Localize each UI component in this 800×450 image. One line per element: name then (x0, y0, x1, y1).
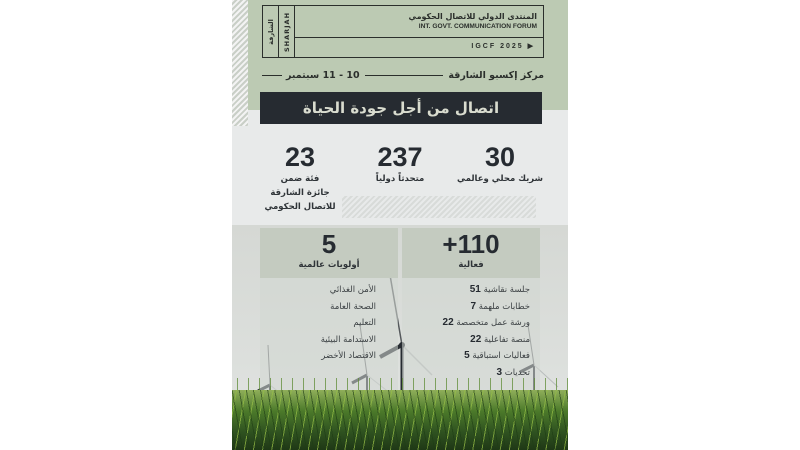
sharjah-arabic: الشارقة (266, 18, 275, 45)
vertical-english-cell (279, 6, 295, 57)
divider-line (365, 75, 444, 76)
infographic-poster (232, 0, 568, 450)
event-dates: 10 - 11 سبتمبر (286, 69, 360, 81)
stat-label-line: فئة ضمن (280, 174, 320, 184)
list-item (434, 282, 530, 299)
sharjah-english: SHARJAH (282, 11, 291, 52)
priorities-list (321, 282, 376, 365)
item-label: منصة تفاعلية (483, 334, 530, 345)
forum-name-english: INT. GOVT. COMMUNICATION FORUM (418, 23, 537, 30)
item-count: 7 (470, 300, 477, 312)
venue-row (262, 68, 544, 82)
item-count: 22 (442, 317, 454, 328)
priorities-label: أولويات عالمية (298, 260, 360, 270)
list-item: الصحة العامة (330, 301, 376, 312)
stat-label: شريك محلي وعالمي (457, 174, 543, 184)
grass-field (232, 390, 568, 450)
priorities-card-header (260, 228, 398, 278)
item-label: جلسة نقاشية (483, 285, 530, 295)
stat-value: 30 (484, 142, 516, 172)
item-count: 51 (469, 284, 481, 295)
list-item: الاقتصاد الأخضر (321, 351, 376, 361)
divider-line (262, 75, 282, 76)
item-count: 22 (470, 333, 482, 345)
venue-place: مركز إكسبو الشارقة (448, 69, 544, 81)
stat-label-line: للاتصال الحكومي (264, 202, 336, 212)
list-item: الأمن الغذائي (329, 285, 376, 295)
list-item (434, 315, 530, 332)
forum-logo-box (262, 5, 544, 58)
item-count: 3 (496, 366, 503, 378)
vertical-arabic-cell (263, 6, 279, 57)
list-item: التعليم (353, 318, 376, 328)
events-label: فعالية (458, 260, 484, 270)
list-item (434, 348, 530, 365)
decorative-stripes (342, 196, 536, 218)
stat-award-categories (250, 142, 350, 214)
stat-value: 237 (377, 142, 423, 172)
priorities-total: 5 (321, 229, 337, 259)
item-count: 5 (464, 350, 470, 361)
item-label: فعاليات استباقية (472, 351, 530, 361)
title-banner (260, 92, 542, 124)
stat-partners (450, 142, 550, 186)
stat-label: متحدثاً دولياً (375, 174, 425, 184)
stat-value: 23 (284, 142, 316, 172)
page-title: اتصال من أجل جودة الحياة (302, 99, 500, 117)
events-card-header (402, 228, 540, 278)
decorative-stripes (232, 0, 248, 126)
forum-name-cell (295, 6, 543, 38)
item-label: تحديات (504, 367, 530, 378)
list-item (434, 299, 530, 316)
stat-speakers (350, 142, 450, 186)
edition-label: IGCF 2025 ▶ (471, 43, 535, 50)
events-total: +110 (442, 229, 500, 259)
list-item (434, 332, 530, 349)
events-list (434, 282, 530, 381)
item-label: خطابات ملهمة (478, 301, 530, 312)
forum-name-arabic: المنتدى الدولي للاتصال الحكومي (408, 12, 537, 21)
item-label: ورشة عمل متخصصة (456, 318, 530, 328)
stat-label-line: جائزة الشارقة (270, 188, 330, 198)
list-item: الاستدامة البيئية (320, 334, 376, 345)
